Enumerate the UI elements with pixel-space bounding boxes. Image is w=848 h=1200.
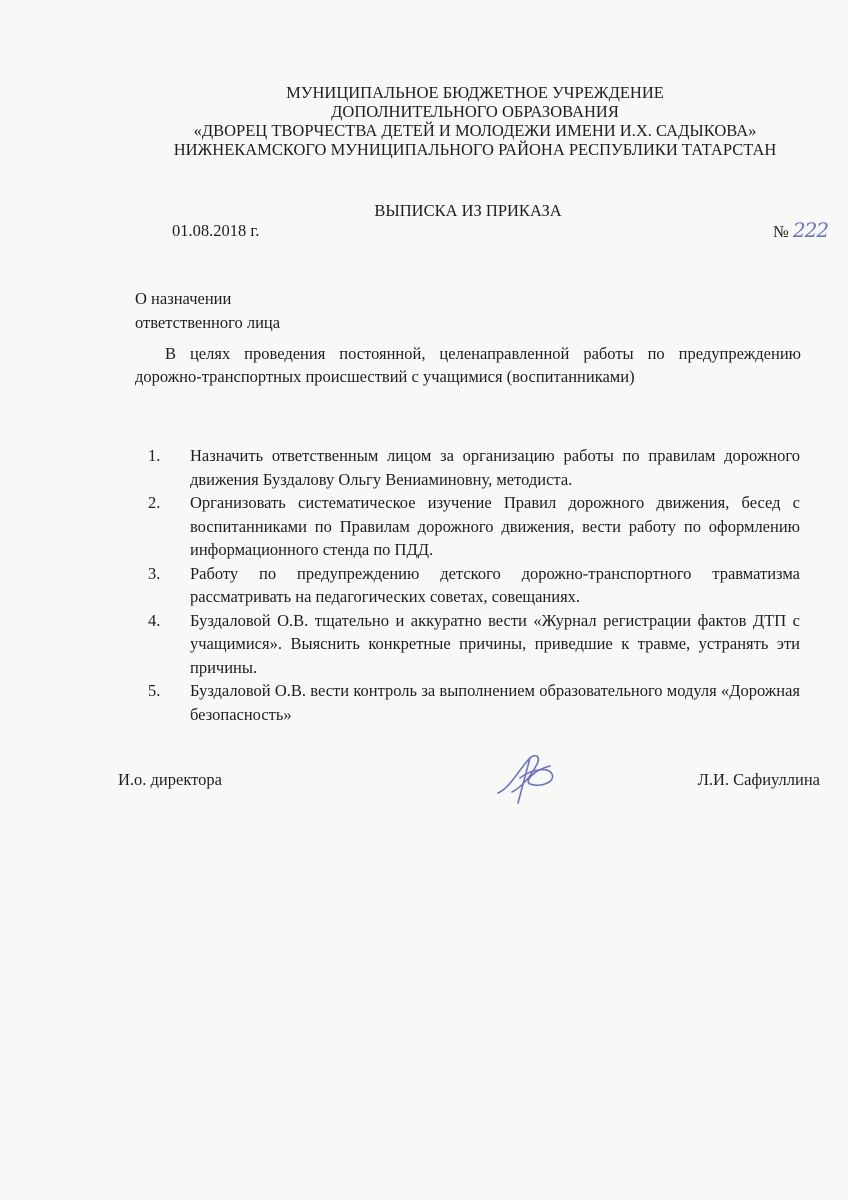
organization-header: [0, 83, 848, 159]
signatory-name: Л.И. Сафиуллина: [697, 770, 820, 789]
item-text: Буздаловой О.В. тщательно и аккуратно вести «Журнал регистрации фактов ДТП с учащимися». Выяснить конкретные причины, приведшие к травме, устранять эти причины.: [190, 610, 800, 677]
header-line: ДОПОЛНИТЕЛЬНОГО ОБРАЗОВАНИЯ: [331, 102, 619, 121]
document-date: 01.08.2018 г.: [172, 221, 260, 240]
item-text: Буздаловой О.В. вести контроль за выполнением образовательного модуля «Дорожная безопасность»: [190, 681, 800, 724]
order-item: [146, 679, 800, 726]
number-label: №: [773, 222, 789, 241]
subject-line: ответственного лица: [135, 313, 281, 332]
signatory-role: И.о. директора: [118, 770, 222, 789]
subject-line: О назначении: [135, 289, 232, 308]
item-number: 2.: [148, 493, 161, 512]
item-text: Работу по предупреждению детского дорожно-транспортного травматизма рассматривать на педагогических советах, совещаниях.: [190, 563, 800, 606]
item-text: Организовать систематическое изучение Правил дорожного движения, бесед с воспитанниками по Правилам дорожного движения, вести работу по оформлению информационного стенда по ПДД.: [190, 493, 800, 559]
item-number: 1.: [148, 446, 161, 465]
order-item: [146, 491, 800, 562]
order-item: [146, 609, 800, 680]
order-item: [146, 444, 800, 491]
item-number: 5.: [148, 681, 161, 700]
intro-paragraph: В целях проведения постоянной, целенаправленной работы по предупреждению дорожно-транспортных происшествий с учащимися (воспитанниками): [135, 344, 801, 386]
header-line: МУНИЦИПАЛЬНОЕ БЮДЖЕТНОЕ УЧРЕЖДЕНИЕ: [286, 83, 664, 102]
item-number: 4.: [148, 610, 161, 630]
order-item: [146, 562, 800, 609]
handwritten-number: 222: [792, 218, 829, 242]
handwritten-signature: [490, 748, 570, 813]
order-items: [146, 444, 800, 726]
header-line: «ДВОРЕЦ ТВОРЧЕСТВА ДЕТЕЙ И МОЛОДЕЖИ ИМЕНИ И.Х. САДЫКОВА»: [193, 121, 757, 140]
document-number: [773, 218, 828, 242]
item-number: 3.: [148, 563, 161, 583]
item-text: Назначить ответственным лицом за организацию работы по правилам дорожного движения Буздалову Ольгу Вениаминовну, методиста.: [190, 446, 800, 489]
header-line: НИЖНЕКАМСКОГО МУНИЦИПАЛЬНОГО РАЙОНА РЕСПУБЛИКИ ТАТАРСТАН: [173, 140, 777, 159]
document-subject: [135, 287, 280, 335]
document-title: ВЫПИСКА ИЗ ПРИКАЗА: [374, 201, 562, 220]
